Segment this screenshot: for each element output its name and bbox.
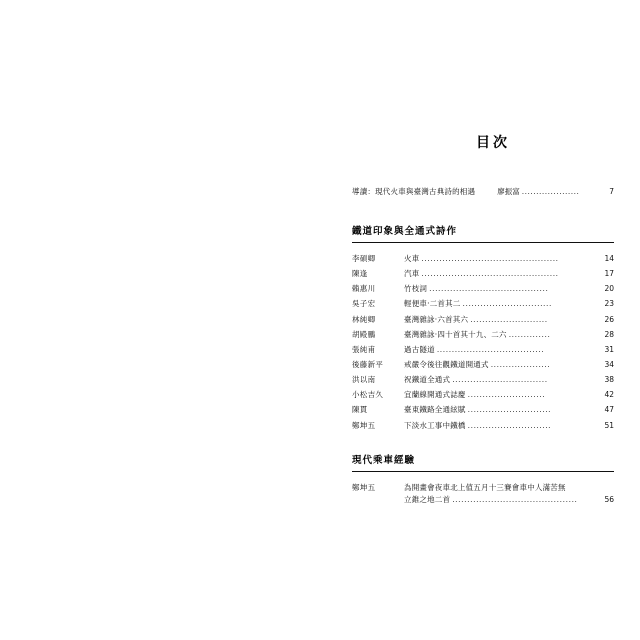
- entry-title: 為開畫會夜車北上值五月十三賽會車中人滿苦無: [404, 482, 566, 492]
- entry-title: 臺灣雜詠‧六首其六: [404, 314, 469, 324]
- list-item[interactable]: [352, 374, 614, 386]
- entry-author: 陳逢: [352, 269, 368, 279]
- list-item[interactable]: [352, 283, 614, 295]
- entry-page-number: 56: [604, 494, 614, 504]
- entry-title: 臺灣雜詠‧四十首其十九、二六: [404, 329, 507, 339]
- list-item[interactable]: [352, 420, 614, 432]
- leader-dots: ..........................................: [452, 494, 578, 504]
- leader-dots: ..............................: [462, 299, 553, 309]
- entry-page-number: 51: [604, 420, 614, 430]
- list-item[interactable]: [352, 389, 614, 401]
- list-item[interactable]: [352, 253, 614, 265]
- list-item[interactable]: [352, 298, 614, 310]
- section-modern-ride-experience: [352, 452, 614, 506]
- leader-dots: ........................................: [429, 284, 549, 294]
- entry-author: 胡殿鵬: [352, 329, 376, 339]
- entry-page-number: 47: [604, 405, 614, 415]
- entry-title: 宜蘭線開通式誌慶: [404, 390, 466, 400]
- leader-dots: ..........................: [470, 314, 548, 324]
- entry-author: 鄭坤五: [352, 482, 376, 492]
- leader-dots: ............................: [467, 405, 552, 415]
- intro-leader-dots: ....................: [521, 187, 580, 196]
- leader-dots: ................................: [452, 375, 548, 385]
- entry-page-number: 38: [604, 375, 614, 385]
- intro-entry: [352, 186, 614, 197]
- list-item[interactable]: [352, 268, 614, 280]
- section-heading: 鐵道印象與全通式詩作: [352, 223, 614, 243]
- entry-title: 汽車: [404, 269, 420, 279]
- entry-page-number: 34: [604, 359, 614, 369]
- entry-author: 陳貫: [352, 405, 368, 415]
- list-item[interactable]: [352, 404, 614, 416]
- leader-dots: ............................: [467, 420, 552, 430]
- section-railway-impressions: [352, 223, 614, 432]
- entry-author: 鄭坤五: [352, 420, 376, 430]
- entry-page-number: 20: [604, 284, 614, 294]
- list-item[interactable]: [352, 359, 614, 371]
- page-title: 目次: [476, 135, 510, 151]
- entry-page-number: 31: [604, 344, 614, 354]
- entry-title: 火車: [404, 254, 420, 263]
- intro-author: 廖振富: [497, 187, 520, 196]
- entry-author: 吳子宏: [352, 299, 376, 309]
- entry-title: 過古隧道: [404, 344, 435, 354]
- entry-author: 李碩卿: [352, 254, 376, 263]
- entry-author: 林純卿: [352, 314, 376, 324]
- section-spacer: [352, 438, 614, 452]
- entry-page-number: 26: [604, 314, 614, 324]
- entry-title: 輕便車‧二首其二: [404, 299, 461, 309]
- leader-dots: ..............: [508, 329, 551, 339]
- leader-dots: ..........................: [467, 390, 546, 400]
- toc-content: [352, 132, 614, 512]
- entry-title: 戒嚴令後往觀鐵道開通式: [404, 359, 489, 369]
- leader-dots: ....................: [490, 359, 551, 369]
- leader-dots: ....................................: [436, 344, 545, 354]
- section-heading: 現代乘車經驗: [352, 452, 614, 472]
- list-item[interactable]: [352, 344, 614, 356]
- entry-page-number: 17: [604, 269, 614, 279]
- leader-dots: ..............................................: [421, 269, 559, 279]
- entry-author: 洪以南: [352, 375, 376, 385]
- list-item[interactable]: [352, 314, 614, 326]
- leader-dots: ..............................................: [421, 254, 559, 263]
- intro-page-number: 7: [609, 187, 614, 196]
- entry-page-number: 23: [604, 299, 614, 309]
- entry-author: 張純甫: [352, 344, 376, 354]
- entry-page-number: 14: [604, 254, 614, 263]
- entry-title: 臺東鐵路全通絃賦: [404, 405, 466, 415]
- list-item[interactable]: [352, 482, 614, 506]
- entry-author: 小松吉久: [352, 390, 384, 400]
- intro-title: 導讀：現代火車與臺灣古典詩的相遇: [352, 187, 476, 196]
- entry-author: 後藤新平: [352, 359, 384, 369]
- entry-page-number: 42: [604, 390, 614, 400]
- entry-author: 賴惠川: [352, 284, 376, 294]
- entry-title: 下淡水工事中鐵橋: [404, 420, 466, 430]
- entry-title-continued: 立錐之地二首: [404, 494, 451, 504]
- entry-page-number: 28: [604, 329, 614, 339]
- entry-title: 竹枝詞: [404, 284, 428, 294]
- entry-title: 祝鐵道全通式: [404, 375, 451, 385]
- list-item[interactable]: [352, 329, 614, 341]
